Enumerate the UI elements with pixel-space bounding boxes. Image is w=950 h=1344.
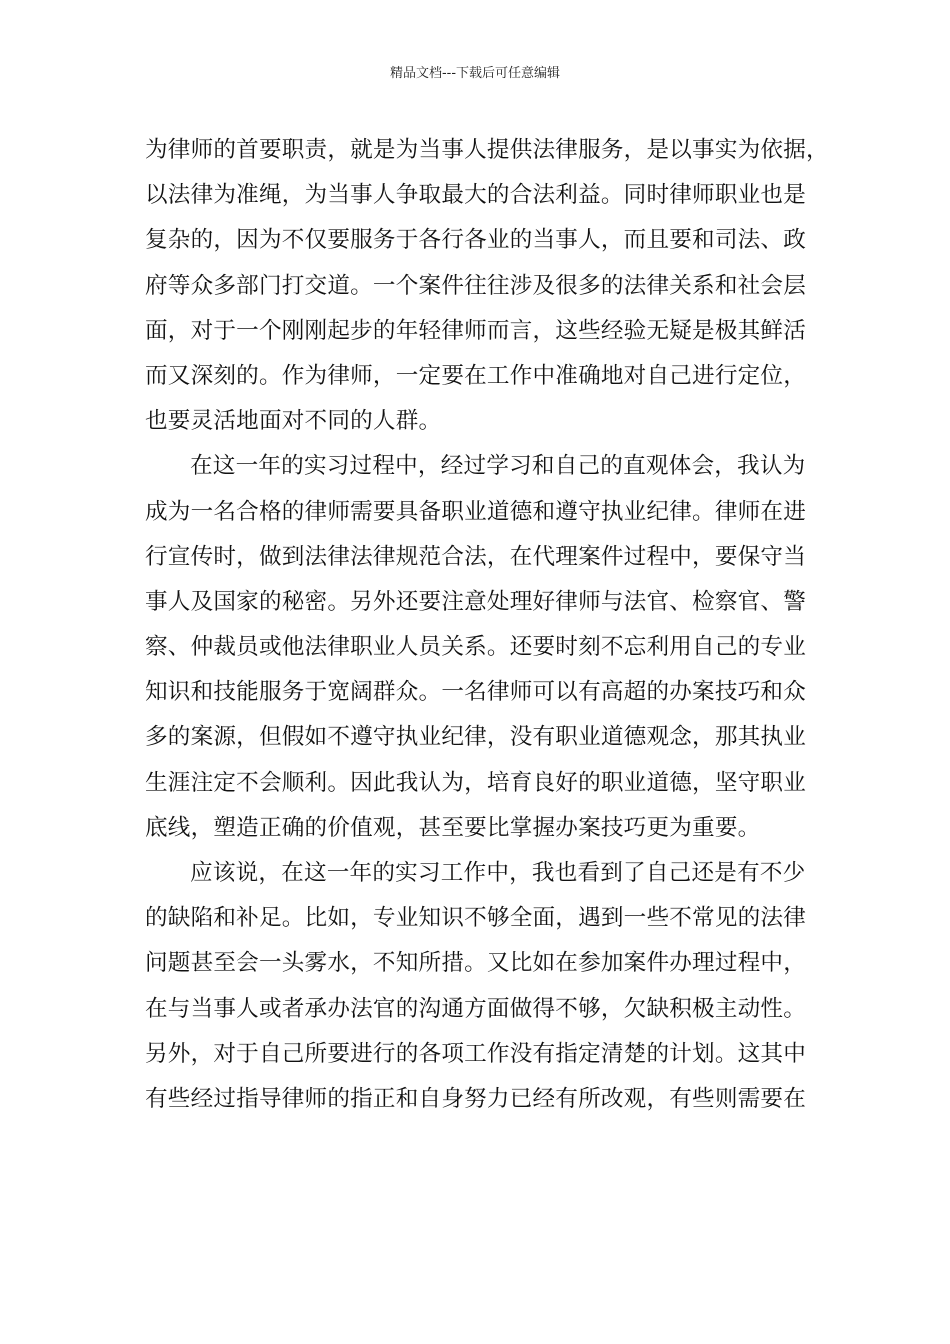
text-line: 而又深刻的。作为律师，一定要在工作中准确地对自己进行定位，: [145, 362, 807, 389]
paragraph-first-line: 在这一年的实习过程中，经过学习和自己的直观体会，我认为: [190, 453, 806, 480]
text-line: 事人及国家的秘密。另外还要注意处理好律师与法官、检察官、警: [145, 588, 807, 615]
text-line: 的缺陷和补足。比如，专业知识不够全面，遇到一些不常见的法律: [145, 905, 807, 932]
text-line: 察、仲裁员或他法律职业人员关系。还要时刻不忘利用自己的专业: [145, 634, 807, 661]
text-line: 有些经过指导律师的指正和自身努力已经有所改观，有些则需要在: [145, 1085, 807, 1112]
text-line: 生涯注定不会顺利。因此我认为，培育良好的职业道德，坚守职业: [145, 769, 807, 796]
text-line: 也要灵活地面对不同的人群。: [145, 408, 442, 435]
text-line: 多的案源，但假如不遵守执业纪律，没有职业道德观念，那其执业: [145, 724, 807, 751]
text-line: 成为一名合格的律师需要具备职业道德和遵守执业纪律。律师在进: [145, 498, 807, 525]
text-line: 知识和技能服务于宽阔群众。一名律师可以有高超的办案技巧和众: [145, 679, 807, 706]
text-line: 底线，塑造正确的价值观，甚至要比掌握办案技巧更为重要。: [145, 814, 761, 841]
page-header: 精品文档---下载后可任意编辑: [389, 66, 561, 81]
text-line: 另外，对于自己所要进行的各项工作没有指定清楚的计划。这其中: [145, 1040, 807, 1067]
document-body: [145, 128, 829, 1122]
paragraph-first-line: 应该说，在这一年的实习工作中，我也看到了自己还是有不少: [190, 860, 806, 886]
text-line: 府等众多部门打交道。一个案件往往涉及很多的法律关系和社会层: [145, 272, 807, 299]
text-line: 问题甚至会一头雾水，不知所措。又比如在参加案件办理过程中，: [145, 950, 807, 977]
text-line: 面，对于一个刚刚起步的年轻律师而言，这些经验无疑是极其鲜活: [145, 317, 807, 344]
text-line: 在与当事人或者承办法官的沟通方面做得不够，欠缺积极主动性。: [145, 995, 807, 1022]
text-line: 为律师的首要职责，就是为当事人提供法律服务，是以事实为依据，: [145, 137, 829, 163]
text-line: 以法律为准绳，为当事人争取最大的合法利益。同时律师职业也是: [145, 182, 807, 209]
text-line: 复杂的，因为不仅要服务于各行各业的当事人，而且要和司法、政: [145, 227, 807, 254]
text-line: 行宣传时，做到法律法律规范合法，在代理案件过程中，要保守当: [145, 543, 807, 570]
